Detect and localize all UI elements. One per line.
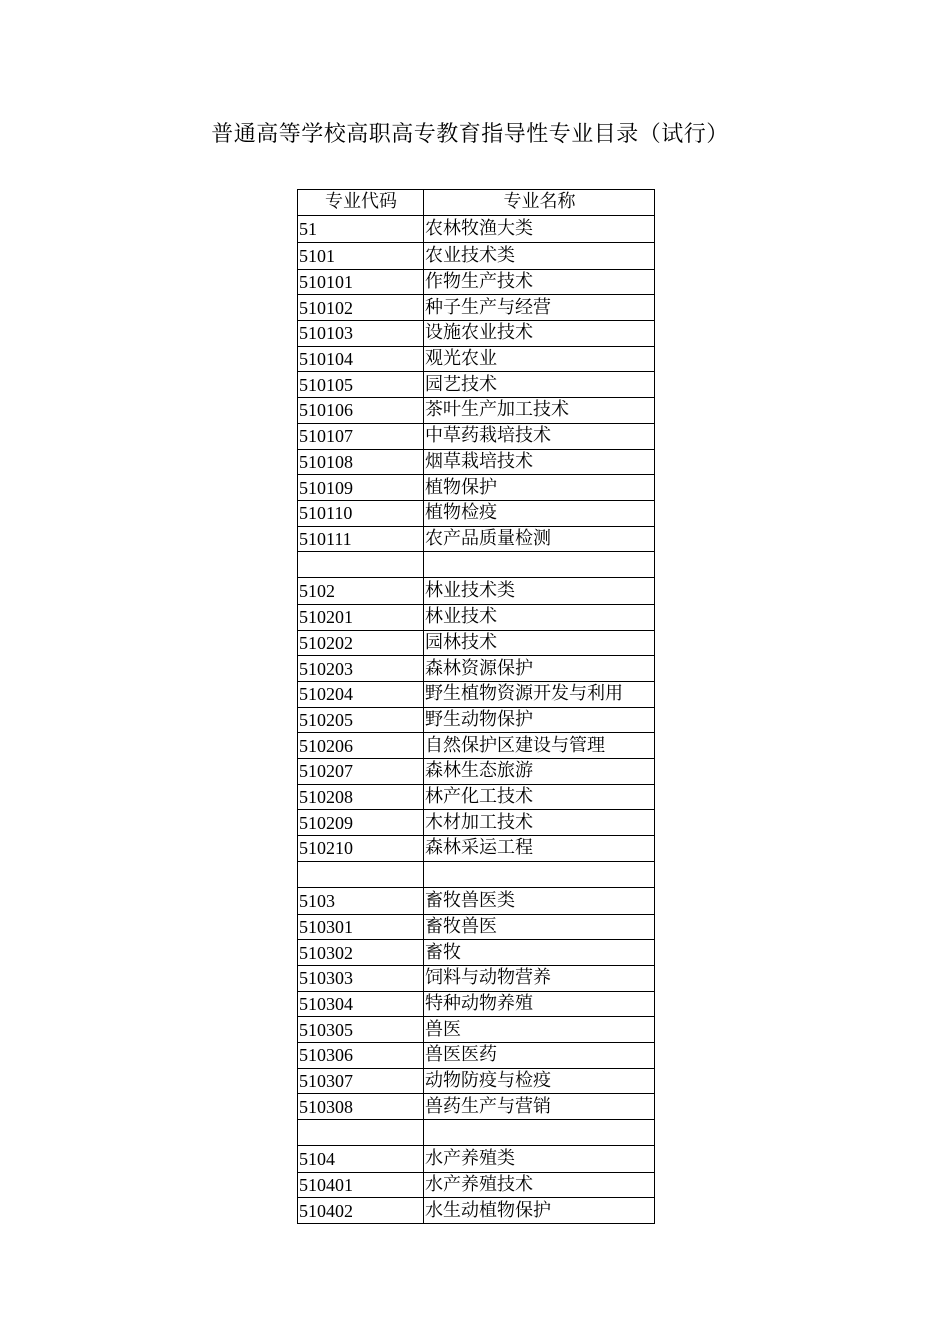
table-row [298, 733, 655, 759]
major-name-cell: 畜牧 [424, 940, 655, 966]
major-code-cell: 510303 [298, 965, 424, 991]
major-code-cell: 510105 [298, 372, 424, 398]
major-code-cell: 510106 [298, 398, 424, 424]
major-code-cell: 510305 [298, 1017, 424, 1043]
major-name-cell: 饲料与动物营养 [424, 965, 655, 991]
major-code-cell: 510107 [298, 423, 424, 449]
table-row [298, 398, 655, 424]
major-name-cell: 中草药栽培技术 [424, 423, 655, 449]
table-row [298, 1068, 655, 1094]
category-row [298, 242, 655, 269]
category-row [298, 887, 655, 914]
major-code-cell: 510101 [298, 269, 424, 295]
major-code-cell [298, 1120, 424, 1146]
table-row [298, 372, 655, 398]
table-row [298, 759, 655, 785]
table-body [298, 215, 655, 1223]
table-row [298, 991, 655, 1017]
major-code-cell: 510205 [298, 707, 424, 733]
major-name-cell: 农产品质量检测 [424, 526, 655, 552]
major-code-cell: 510201 [298, 604, 424, 630]
category-row [298, 577, 655, 604]
major-code-cell: 510307 [298, 1068, 424, 1094]
table-row [298, 321, 655, 347]
header-name: 专业名称 [424, 190, 655, 216]
major-name-cell: 畜牧兽医类 [424, 887, 655, 914]
major-name-cell: 农业技术类 [424, 242, 655, 269]
blank-row [298, 861, 655, 887]
blank-row [298, 552, 655, 578]
table-row [298, 1017, 655, 1043]
major-name-cell: 兽药生产与营销 [424, 1094, 655, 1120]
major-name-cell: 野生动物保护 [424, 707, 655, 733]
major-name-cell: 园林技术 [424, 630, 655, 656]
major-name-cell: 林业技术 [424, 604, 655, 630]
major-name-cell: 特种动物养殖 [424, 991, 655, 1017]
major-name-cell: 森林采运工程 [424, 836, 655, 862]
major-name-cell: 自然保护区建设与管理 [424, 733, 655, 759]
major-code-cell: 510306 [298, 1042, 424, 1068]
major-code-cell: 5103 [298, 887, 424, 914]
major-name-cell: 林产化工技术 [424, 784, 655, 810]
table-row [298, 1042, 655, 1068]
table-row [298, 810, 655, 836]
table-row [298, 784, 655, 810]
table-row [298, 656, 655, 682]
header-code: 专业代码 [298, 190, 424, 216]
major-code-cell: 510109 [298, 475, 424, 501]
major-name-cell: 种子生产与经营 [424, 295, 655, 321]
major-name-cell: 烟草栽培技术 [424, 449, 655, 475]
major-code-cell: 510210 [298, 836, 424, 862]
major-code-cell: 510302 [298, 940, 424, 966]
blank-row [298, 1120, 655, 1146]
major-name-cell: 水生动植物保护 [424, 1198, 655, 1224]
major-code-cell: 510208 [298, 784, 424, 810]
table-row [298, 1172, 655, 1198]
table-row [298, 940, 655, 966]
table-row [298, 914, 655, 940]
major-name-cell: 水产养殖技术 [424, 1172, 655, 1198]
major-name-cell: 观光农业 [424, 346, 655, 372]
table-row [298, 707, 655, 733]
major-code-cell: 510111 [298, 526, 424, 552]
major-code-cell: 510103 [298, 321, 424, 347]
major-name-cell: 植物保护 [424, 475, 655, 501]
major-code-cell: 510304 [298, 991, 424, 1017]
major-code-cell: 510202 [298, 630, 424, 656]
major-name-cell: 设施农业技术 [424, 321, 655, 347]
table-row [298, 346, 655, 372]
table-row [298, 423, 655, 449]
table-row [298, 1198, 655, 1224]
major-catalog-table [297, 189, 655, 1224]
major-code-cell: 510204 [298, 682, 424, 708]
table-row [298, 295, 655, 321]
table-row [298, 500, 655, 526]
major-code-cell: 510402 [298, 1198, 424, 1224]
major-name-cell: 动物防疫与检疫 [424, 1068, 655, 1094]
major-code-cell: 510104 [298, 346, 424, 372]
major-name-cell [424, 861, 655, 887]
major-code-cell [298, 861, 424, 887]
major-name-cell: 木材加工技术 [424, 810, 655, 836]
table-row [298, 836, 655, 862]
major-code-cell: 5104 [298, 1145, 424, 1172]
major-code-cell: 51 [298, 215, 424, 242]
major-name-cell: 林业技术类 [424, 577, 655, 604]
major-name-cell [424, 552, 655, 578]
major-name-cell: 园艺技术 [424, 372, 655, 398]
major-name-cell: 森林资源保护 [424, 656, 655, 682]
table-row [298, 682, 655, 708]
major-code-cell: 510209 [298, 810, 424, 836]
table-row [298, 604, 655, 630]
major-name-cell: 茶叶生产加工技术 [424, 398, 655, 424]
major-code-cell: 510207 [298, 759, 424, 785]
major-name-cell [424, 1120, 655, 1146]
major-code-cell: 5101 [298, 242, 424, 269]
major-code-cell: 510110 [298, 500, 424, 526]
major-name-cell: 兽医医药 [424, 1042, 655, 1068]
major-code-cell [298, 552, 424, 578]
page-title: 普通高等学校高职高专教育指导性专业目录（试行） [211, 122, 729, 147]
major-name-cell: 植物检疫 [424, 500, 655, 526]
major-name-cell: 野生植物资源开发与利用 [424, 682, 655, 708]
major-name-cell: 兽医 [424, 1017, 655, 1043]
table-header [298, 190, 655, 216]
major-name-cell: 畜牧兽医 [424, 914, 655, 940]
major-code-cell: 5102 [298, 577, 424, 604]
table-row [298, 1094, 655, 1120]
major-code-cell: 510108 [298, 449, 424, 475]
major-name-cell: 农林牧渔大类 [424, 215, 655, 242]
header-row [298, 190, 655, 216]
major-code-cell: 510206 [298, 733, 424, 759]
category-row [298, 215, 655, 242]
table-row [298, 269, 655, 295]
table-row [298, 475, 655, 501]
major-code-cell: 510308 [298, 1094, 424, 1120]
major-code-cell: 510301 [298, 914, 424, 940]
major-code-cell: 510203 [298, 656, 424, 682]
major-name-cell: 水产养殖类 [424, 1145, 655, 1172]
table-row [298, 965, 655, 991]
category-row [298, 1145, 655, 1172]
table-row [298, 526, 655, 552]
major-name-cell: 作物生产技术 [424, 269, 655, 295]
major-name-cell: 森林生态旅游 [424, 759, 655, 785]
table-row [298, 630, 655, 656]
table-row [298, 449, 655, 475]
major-code-cell: 510401 [298, 1172, 424, 1198]
major-code-cell: 510102 [298, 295, 424, 321]
